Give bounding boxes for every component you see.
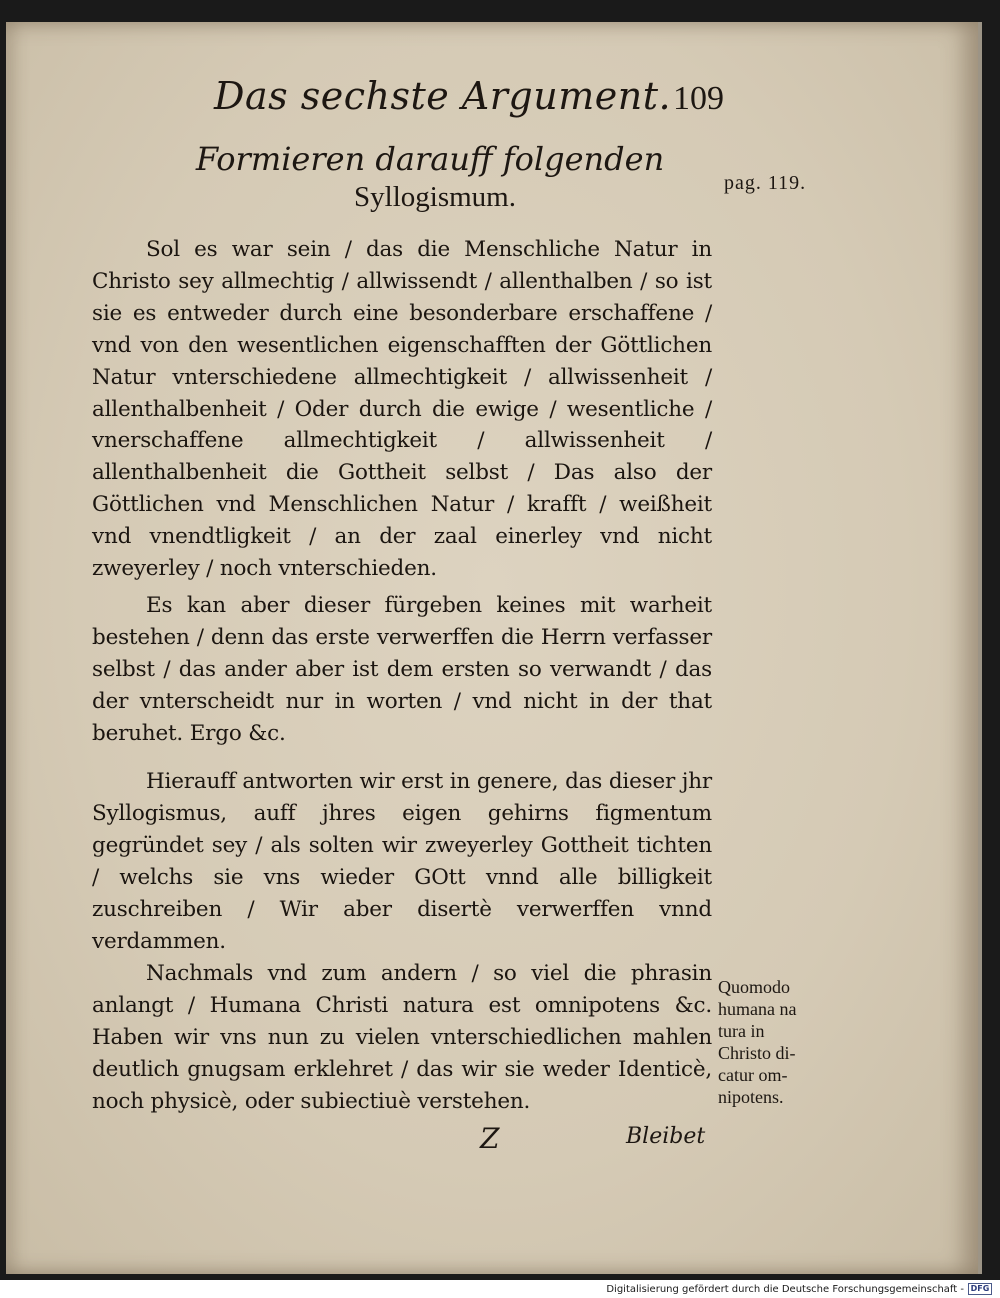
paragraph-text: Sol es war sein / das die Menschliche Natur in Christo sey allmechtig / allwissendt / allenthalben / so ist sie es entweder durch eine besonderbare erschaffene / vnd von den wesentlichen eigenschafften der Göttlichen Natur vnterschiedene allmechtigkeit / allwissenheit / allenthalbenheit / Oder durch die ewige / wesentliche / vnerschaffene allmechtigkeit / allwissenheit / allenthalbenheit die Gottheit selbst / Das also der Göttlichen vnd Menschlichen Natur / krafft / weißheit vnd vnendtligkeit / an der zaal einerley vnd nicht zweyerley / noch vnterschieden.: [92, 237, 712, 582]
paragraph-2: [92, 590, 712, 750]
marginal-line: humana na: [718, 999, 797, 1019]
marginal-line: Quomodo: [718, 977, 790, 997]
page-reference: pag. 119.: [724, 172, 807, 194]
catchword: Bleibet: [626, 1124, 706, 1149]
marginal-line: Christo di-: [718, 1043, 796, 1063]
paragraph-4: [92, 958, 712, 1118]
paragraph-text: Es kan aber dieser fürgeben keines mit warheit bestehen / denn das erste verwerffen die Herrn verfasser selbst / das ander aber ist dem ersten so verwandt / das der vnterscheidt nur in worten / vnd nicht in der that beruhet. Ergo &c.: [92, 593, 712, 746]
page-edge: [978, 22, 982, 1274]
marginal-line: tura in: [718, 1021, 765, 1041]
paragraph-text: Hierauff antworten wir erst in genere, das dieser jhr Syllogismus, auff jhres eigen gehirns figmentum gegründet sey / als solten wir zweyerley Gottheit tichten / welchs sie vns wieder GOtt vnnd alle billigkeit zuschreiben / Wir aber disertè verwerffen vnnd verdammen.: [92, 769, 712, 954]
heading-line-1: Formieren darauff folgenden: [195, 140, 665, 178]
dfg-logo-icon[interactable]: DFG: [968, 1283, 992, 1295]
heading-line-2: Syllogismum.: [354, 181, 516, 213]
marginal-line: catur om-: [718, 1065, 788, 1085]
signature-mark: Z: [480, 1122, 500, 1155]
section-heading: [150, 138, 710, 214]
paragraph-text: Nachmals vnd zum andern / so viel die phrasin anlangt / Humana Christi natura est omnipotens &c. Haben wir vns nun zu vielen vnterschiedlichen mahlen deutlich gnugsam erklehret / das wir sie weder Identicè, noch physicè, oder subiectiuè verstehen.: [92, 961, 712, 1114]
paragraph-1: [92, 234, 712, 585]
footer: [606, 1282, 992, 1296]
paragraph-3: [92, 766, 712, 957]
marginal-note: [718, 976, 828, 1108]
marginal-line: nipotens.: [718, 1087, 784, 1107]
running-head-title: Das sechste Argument.: [214, 74, 672, 118]
running-head: [214, 74, 724, 122]
footer-credit: Digitalisierung gefördert durch die Deutsche Forschungsgemeinschaft -: [606, 1283, 964, 1295]
page-number: 109: [673, 80, 724, 117]
